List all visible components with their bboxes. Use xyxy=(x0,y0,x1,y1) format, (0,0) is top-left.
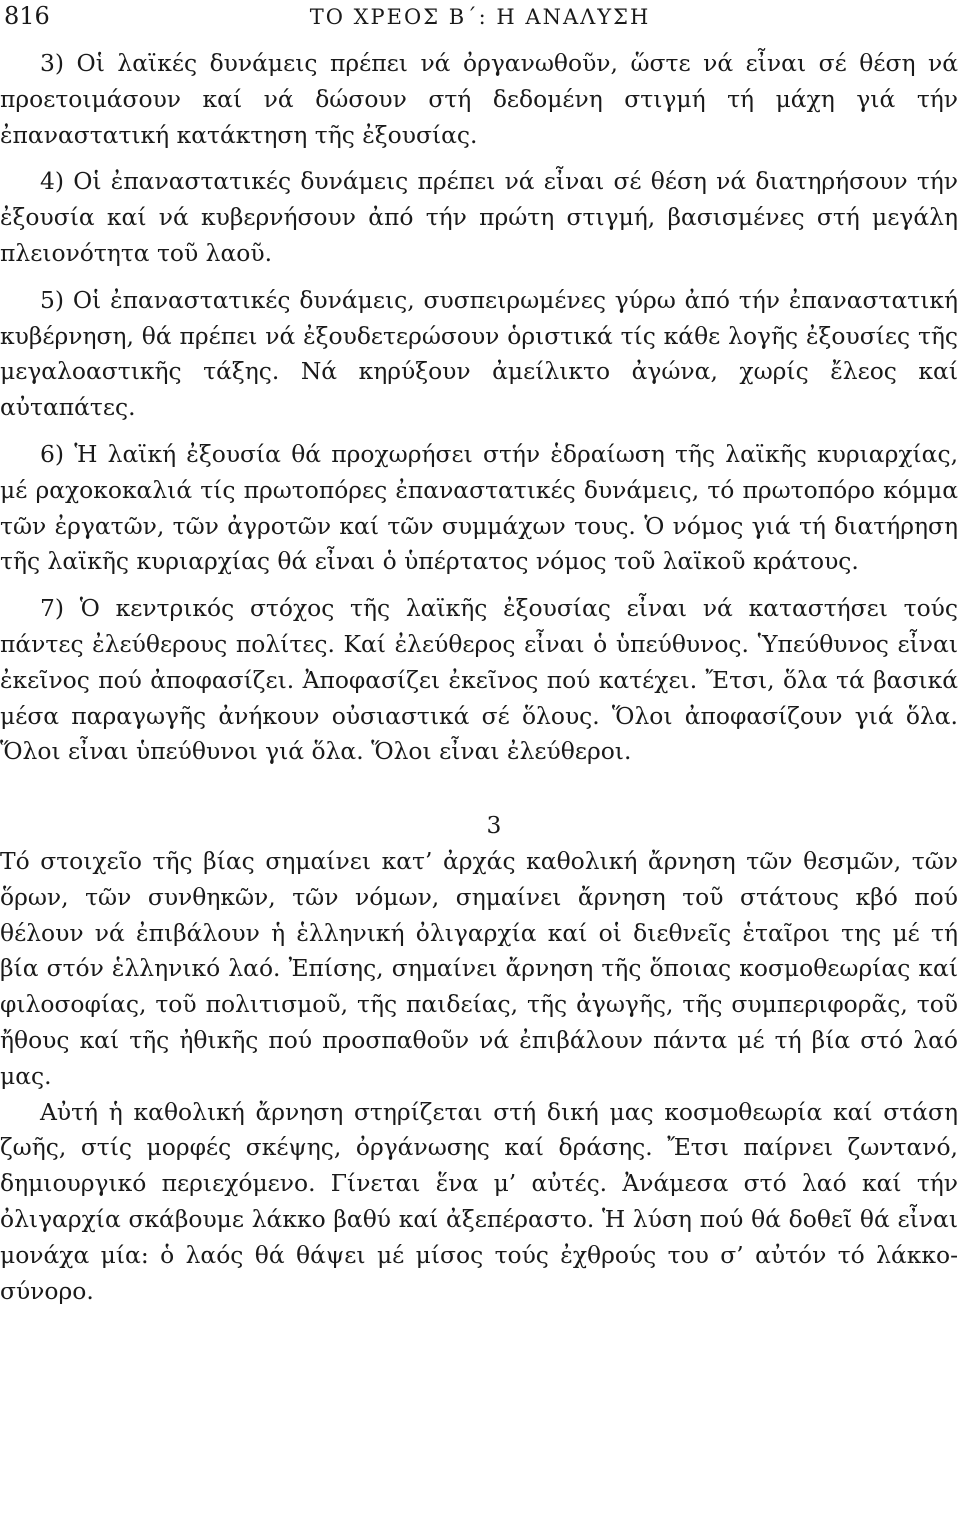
running-head: ΤΟ ΧΡΕΟΣ Β΄: Η ΑΝΑΛΥΣΗ xyxy=(309,5,651,29)
paragraph: Αὐτή ἡ καθολική ἄρνηση στηρίζεται στή δική μας κοσμοθεωρία καί στάση ζωῆς, στίς μορφές σκέψης, ὀργάνωσης καί δράσης. Ἔτσι παίρνει ζωντανό, δημιουργικό περιεχόμενο. Γίνεται ἕνα μ’ αὐτές. Ἀνάμεσα στό λαό καί τήν ὀλιγαρχία σκάβουμε λάκκο βαθύ καί ἀξεπέραστο. Ἡ λύση πού θά δοθεῖ θά εἶναι μονάχα μία: ὁ λαός θά θάψει μέ μίσος τούς ἐχθρούς του σ’ αὐτόν τό λάκκο-σύνορο. xyxy=(0,1097,958,1305)
page-number: 816 xyxy=(4,2,50,30)
page-header xyxy=(0,0,960,34)
list-item: 3) Οἱ λαϊκές δυνάμεις πρέπει νά ὀργανωθοῦν, ὥστε νά εἶναι σέ θέση νά προετοιμάσουν καί νά δώσουν στή δεδομένη στιγμή τή μάχη γιά τήν ἐπαναστατική κατάκτηση τῆς ἐξουσίας. xyxy=(0,49,958,149)
section-number: 3 xyxy=(486,811,502,840)
list-item: 7) Ὁ κεντρικός στόχος τῆς λαϊκῆς ἐξουσίας εἶναι νά καταστήσει τούς πάντες ἐλεύθερους πολίτες. Καί ἐλεύθερος εἶναι ὁ ὑπεύθυνος. Ὑπεύθυνος εἶναι ἐκεῖνος πού ἀποφασίζει. Ἀποφασίζει ἐκεῖνος πού κατέχει. Ἔτσι, ὅλα τά βασικά μέσα παραγωγῆς ἀνήκουν οὐσιαστικά σέ ὅλους. Ὅλοι ἀποφασίζουν γιά ὅλα. Ὅλοι εἶναι ὑπεύθυνοι γιά ὅλα. Ὅλοι εἶναι ἐλεύθεροι. xyxy=(0,594,958,766)
body-text xyxy=(0,46,958,1309)
paragraph: Τό στοιχεῖο τῆς βίας σημαίνει κατ’ ἀρχάς καθολική ἄρνηση τῶν θεσμῶν, τῶν ὅρων, τῶν συνθηκῶν, τῶν νόμων, σημαίνει ἄρνηση τοῦ στάτους κβό πού θέλουν νά ἐπιβάλουν ἡ ἑλληνική ὀλιγαρχία καί οἱ διεθνεῖς ἑταῖροι της μέ τή βία στόν ἑλληνικό λαό. Ἐπίσης, σημαίνει ἄρνηση τῆς ὅποιας κοσμοθεωρίας καί φιλοσοφίας, τοῦ πολιτισμοῦ, τῆς παιδείας, τῆς ἀγωγῆς, τῆς συμπεριφορᾶς, τοῦ ἤθους καί τῆς ἠθικῆς πού προσπαθοῦν νά ἐπιβάλουν πάντα μέ τή βία στό λαό μας. xyxy=(0,846,958,1090)
list-item: 5) Οἱ ἐπαναστατικές δυνάμεις, συσπειρωμένες γύρω ἀπό τήν ἐπαναστατική κυβέρνηση, θά πρέπει νά ἐξουδετερώσουν ὁριστικά τίς κάθε λογῆς ἐξουσίες τῆς μεγαλοαστικῆς τάξης. Νά κηρύξουν ἀμείλικτο ἀγώνα, χωρίς ἔλεος καί αὐταπάτες. xyxy=(0,285,958,422)
section xyxy=(0,808,958,1309)
list-item: 4) Οἱ ἐπαναστατικές δυνάμεις πρέπει νά εἶναι σέ θέση νά διατηρήσουν τήν ἐξουσία καί νά κυβερνήσουν ἀπό τήν πρώτη στιγμή, βασισμένες στή μεγάλη πλειονότητα τοῦ λαοῦ. xyxy=(0,167,958,267)
list-item: 6) Ἡ λαϊκή ἐξουσία θά προχωρήσει στήν ἑδραίωση τῆς λαϊκῆς κυριαρχίας, μέ ραχοκοκαλιά τίς πρωτοπόρες ἐπαναστατικές δυνάμεις, τό πρωτοπόρο κόμμα τῶν ἐργατῶν, τῶν ἀγροτῶν καί τῶν συμμάχων τους. Ὁ νόμος γιά τή διατήρηση τῆς λαϊκῆς κυριαρχίας θά εἶναι ὁ ὑπέρτατος νόμος τοῦ λαϊκοῦ κράτους. xyxy=(0,439,958,576)
